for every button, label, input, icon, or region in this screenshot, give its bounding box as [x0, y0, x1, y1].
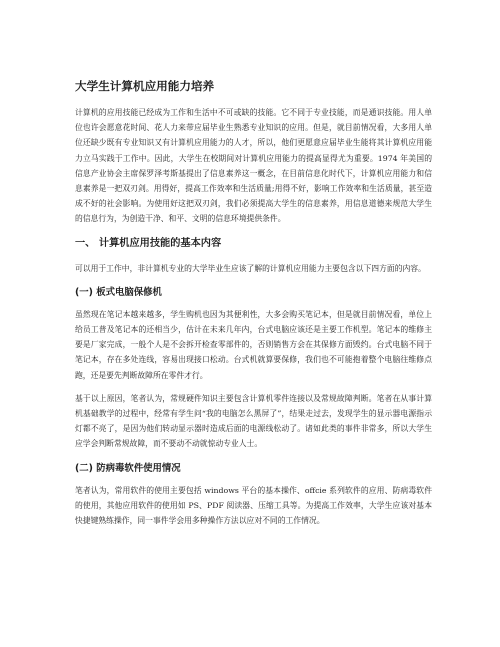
- document-page: [75, 78, 432, 528]
- subsection-2-paragraph-1: 笔者认为，常用软件的使用主要包括 windows 平台的基本操作、offcie 系列软件的应用、防病毒软件的使用，其他应用软件的使用如 PS、PDF 阅读器、压缩工具等。为提高工作效率，大学生应该对基本快捷键熟练操作，同一事件学会用多种操作方法以应对不同的工作情况。: [75, 485, 432, 526]
- subsection-heading-1: (一) 板式电脑保修机: [75, 286, 162, 298]
- subsection-1-paragraph-2: 基于以上原因，笔者认为，常规硬件知识主要包含计算机零件连接以及常规故障判断。笔者在从事计算机基础教学的过程中，经常有学生问“我的电脑怎么黑屏了”，结果走过去，发现学生的显示器电源指示灯都不亮了，是因为他们转动显示器时造成后面的电源线松动了。诸如此类的事件非常多，所以大学生应学会判断常规故障，而不要动不动就惊动专业人士。: [75, 393, 432, 449]
- section-1-intro: 可以用于工作中，非计算机专业的大学毕业生应该了解的计算机应用能力主要包含以下四方面的内容。: [75, 263, 426, 273]
- section-heading-1: 一、 计算机应用技能的基本内容: [75, 237, 222, 249]
- document-title: 大学生计算机应用能力培养: [75, 79, 215, 93]
- subsection-1-paragraph-1: 虽然现在笔记本越来越多，学生购机也因为其便利性，大多会购买笔记本，但是就目前情况看，单位上给员工普及笔记本的还相当少，估计在未来几年内，台式电脑应该还是主要工作机型。笔记本的维修主要是厂家完成，一般个人是不会拆开检查零部件的，否则销售方会在其保修方面毁约。台式电脑不同于笔记本，存在多处连线，容易出现接口松动。台式机就算要保修，我们也不可能抱着整个电脑往维修点跑，还是要先判断故障所在零件才行。: [75, 309, 432, 380]
- intro-paragraph: 计算机的应用技能已经成为工作和生活中不可或缺的技能。它不同于专业技能，而是通识技能。用人单位也许会愿意花时间、花人力来带应届毕业生熟悉专业知识的应用。但是，就目前情况看，大多用人单位还缺少既有专业知识又有计算机应用能力的人才，所以，他们更愿意应届毕业生能将其计算机应用能力立马实践于工作中。因此，大学生在校期间对计算机应用能力的提高显得尤为重要。1974 年美国的信息产业协会主席保罗泽考斯基提出了信息素养这一概念，在目前信息化时代下，计算机应用能力和信息素养是一把双刃剑。用得好，提高工作效率和生活质量;用得不好，影响工作效率和生活质量，甚至造成不好的社会影响。为使用好这把双刃剑，我们必须提高大学生的信息素养，用信息道德来规范大学生的信息行为，为创造干净、和平、文明的信息环境提供条件。: [75, 108, 432, 224]
- subsection-heading-2: (二) 防病毒软件使用情况: [75, 462, 181, 474]
